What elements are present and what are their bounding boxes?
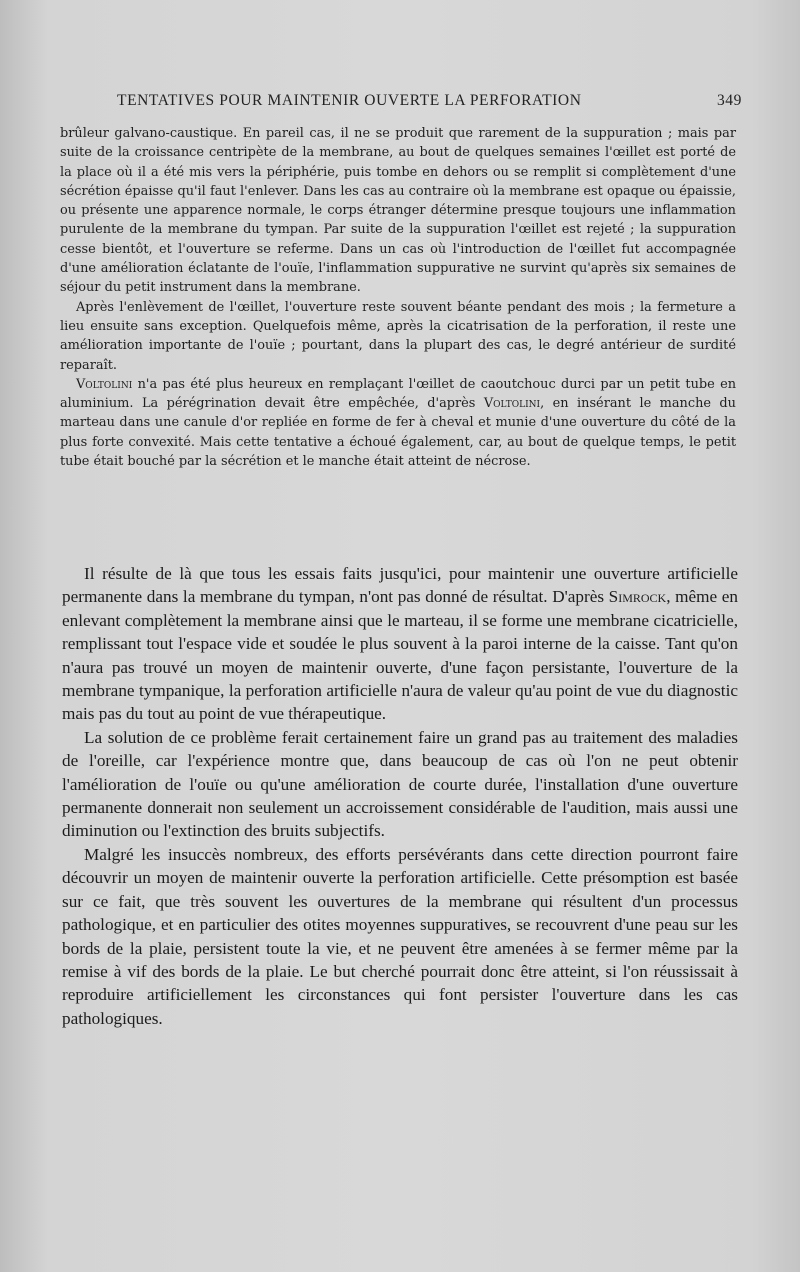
small-paragraph-3-part-b: , en insérant le manche du marteau dans une canule d'or repliée en forme de fer à cheval et munie d'une ouverture du côté de la plus forte convexité. Mais cette tentative a échoué également, car, au bout de quelque temps, le petit tube était bouché par la sécrétion et le manche était atteint de nécrose. [60,396,736,470]
small-paragraph-3 [60,375,736,471]
main-paragraph-2: La solution de ce problème ferait certainement faire un grand pas au traitement des maladies de l'oreille, car l'expérience montre que, dans beaucoup de cas où l'on ne peut obtenir l'amélioration de l'ouïe ou qu'une amélioration de courte durée, l'installation d'une ouverture permanente donnerait non seulement un accroissement considérable de l'audition, mais aussi une diminution ou l'extinction des bruits subjectifs. [62,727,738,841]
main-paragraph-3: Malgré les insuccès nombreux, des efforts persévérants dans cette direction pourront faire découvrir un moyen de maintenir ouverte la perforation artificielle. Cette présomption est basée sur ce fait, que très souvent les ouvertures de la membrane qui résultent d'un processus pathologique, et en particulier des otites moyennes suppuratives, se recouvrent d'une peau sur les bords de la plaie, persistent toute la vie, et ne peuvent être amenées à se fermer même par la remise à vif des bords de la plaie. Le but cherché pourrait donc être atteint, si l'on réussissait à reproduire artificiellement les circonstances qui font persister l'ouverture dans les cas pathologiques. [62,844,738,1028]
small-paragraph-2: Après l'enlèvement de l'œillet, l'ouverture reste souvent béante pendant des mois ; la fermeture a lieu ensuite sans exception. Quelquefois même, après la cicatrisation de la perforation, il reste une amélioration importante de l'ouïe ; pourtant, dans la plupart des cas, le degré antérieur de surdité reparaît. [60,299,736,373]
running-header [117,92,742,114]
small-paragraph-3-part-a: n'a pas été plus heureux en remplaçant l'œillet de caoutchouc durci par un petit tube en aluminium. La pérégrination devait être empêchée, d'après [60,376,736,412]
main-paragraph-1-part-a: Il résulte de là que tous les essais faits jusqu'ici, pour maintenir une ouverture artificielle permanente dans la membrane du tympan, n'ont pas donné de résultat. D'après [62,564,738,607]
small-paragraph-1: brûleur galvano-caustique. En pareil cas, il ne se produit que rarement de la suppuration ; mais par suite de la croissance centripète de la membrane, au bout de quelques semaines l'œillet est porté de la place où il a été mis vers la périphérie, puis tombe en dehors ou se remplit si complètement d'une sécrétion épaisse qu'il faut l'enlever. Dans les cas au contraire où la membrane est opaque ou épaissie, ou présente une apparence normale, le corps étranger détermine presque toujours une inflammation purulente de la membrane du tympan. Par suite de la suppuration l'œillet est rejeté ; la suppuration cesse bientôt, et l'ouverture se referme. Dans un cas où l'introduction de l'œillet fut accompagnée d'une amélioration éclatante de l'ouïe, l'inflammation suppurative ne survint qu'après six semaines de séjour du petit instrument dans la membrane. [60,126,736,296]
page-number: 349 [716,92,742,109]
running-title: TENTATIVES POUR MAINTENIR OUVERTE LA PERFORATION [117,92,582,109]
main-text-block [62,562,738,1030]
main-paragraph-1 [62,562,738,726]
small-print-block [60,124,736,471]
main-paragraph-1-part-b: , même en enlevant complètement la membrane ainsi que le marteau, il se forme une membrane cicatricielle, remplissant tout l'espace vide et soudée le plus souvent à la paroi interne de la caisse. Tant qu'on n'aura pas trouvé un moyen de maintenir ouverte, d'une façon persistante, l'ouverture de la membrane tympanique, la perforation artificielle n'aura de valeur qu'au point de vue du diagnostic mais pas du tout au point de vue thérapeutique. [62,587,738,724]
author-name-voltolini-2: Voltolini [483,396,541,412]
author-name-simrock: Simrock [608,587,667,607]
author-name-voltolini: Voltolini [76,376,133,392]
